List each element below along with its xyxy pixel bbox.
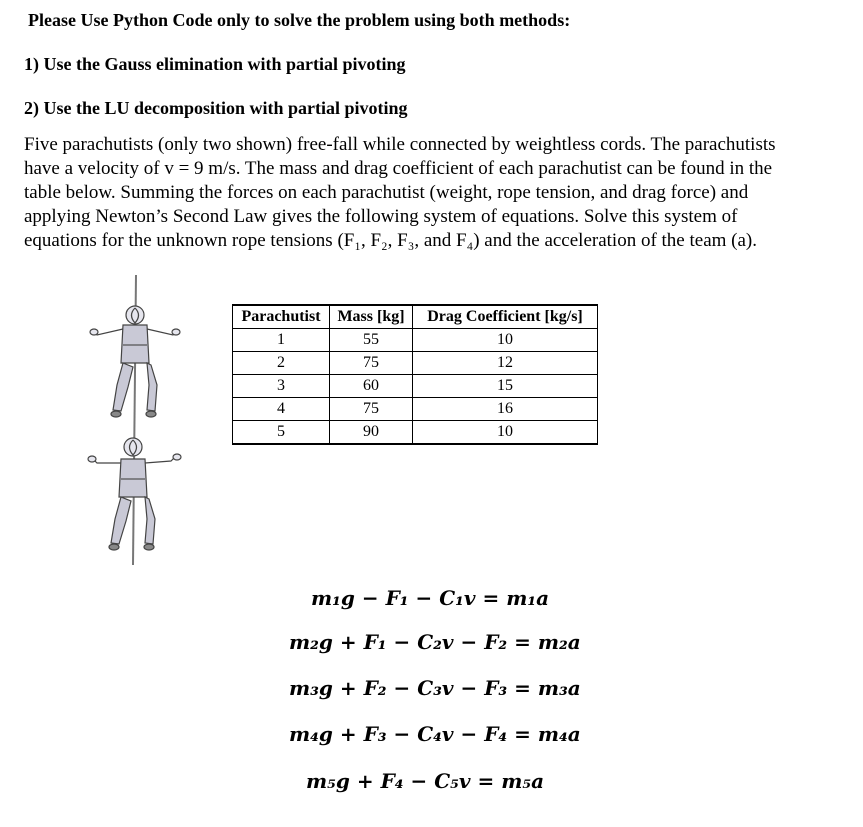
column-header: Parachutist xyxy=(233,305,330,329)
method-2-heading: 2) Use the LU decomposition with partial pivoting xyxy=(24,98,408,118)
table-cell: 3 xyxy=(233,375,330,398)
problem-line: table below. Summing the forces on each parachutist (weight, rope tension, and drag force) and xyxy=(24,182,749,203)
table-cell: 16 xyxy=(413,398,598,421)
equation-3: m₃g + F₂ − C₃v − F₃ = m₃a xyxy=(289,676,581,700)
table-cell: 75 xyxy=(330,352,413,375)
problem-line: equations for the unknown rope tensions (F₁, F₂, F₃, and F₄) and the acceleration of the team (a). xyxy=(24,230,758,251)
parachutists-icon xyxy=(85,275,195,565)
table-row xyxy=(233,375,598,398)
equation-5: m₅g + F₄ − C₅v = m₅a xyxy=(306,769,545,793)
table-cell: 60 xyxy=(330,375,413,398)
table-row xyxy=(233,329,598,352)
table-cell: 10 xyxy=(413,421,598,445)
problem-statement xyxy=(24,133,854,253)
problem-line: applying Newton’s Second Law gives the following system of equations. Solve this system of xyxy=(24,206,738,227)
table-cell: 55 xyxy=(330,329,413,352)
table-cell: 15 xyxy=(413,375,598,398)
column-header: Mass [kg] xyxy=(330,305,413,329)
table-cell: 10 xyxy=(413,329,598,352)
table-cell: 4 xyxy=(233,398,330,421)
table-cell: 5 xyxy=(233,421,330,445)
table-cell: 90 xyxy=(330,421,413,445)
table-cell: 75 xyxy=(330,398,413,421)
problem-line: Five parachutists (only two shown) free-fall while connected by weightless cords. The parachutists xyxy=(24,134,776,155)
column-header: Drag Coefficient [kg/s] xyxy=(413,305,598,329)
equation-4: m₄g + F₃ − C₄v − F₄ = m₄a xyxy=(289,722,581,746)
method-1-heading: 1) Use the Gauss elimination with partial pivoting xyxy=(24,54,406,74)
table-cell: 12 xyxy=(413,352,598,375)
table-header-row xyxy=(233,305,598,329)
table-row xyxy=(233,352,598,375)
equation-1: m₁g − F₁ − C₁v = m₁a xyxy=(311,586,550,610)
equation-2: m₂g + F₁ − C₂v − F₂ = m₂a xyxy=(289,630,581,654)
table-cell: 2 xyxy=(233,352,330,375)
parachutist-table xyxy=(232,304,598,445)
table-row xyxy=(233,421,598,445)
table-row xyxy=(233,398,598,421)
table-cell: 1 xyxy=(233,329,330,352)
problem-title: Please Use Python Code only to solve the problem using both methods: xyxy=(28,10,571,30)
problem-line: have a velocity of v = 9 m/s. The mass and drag coefficient of each parachutist can be found in the xyxy=(24,158,773,179)
